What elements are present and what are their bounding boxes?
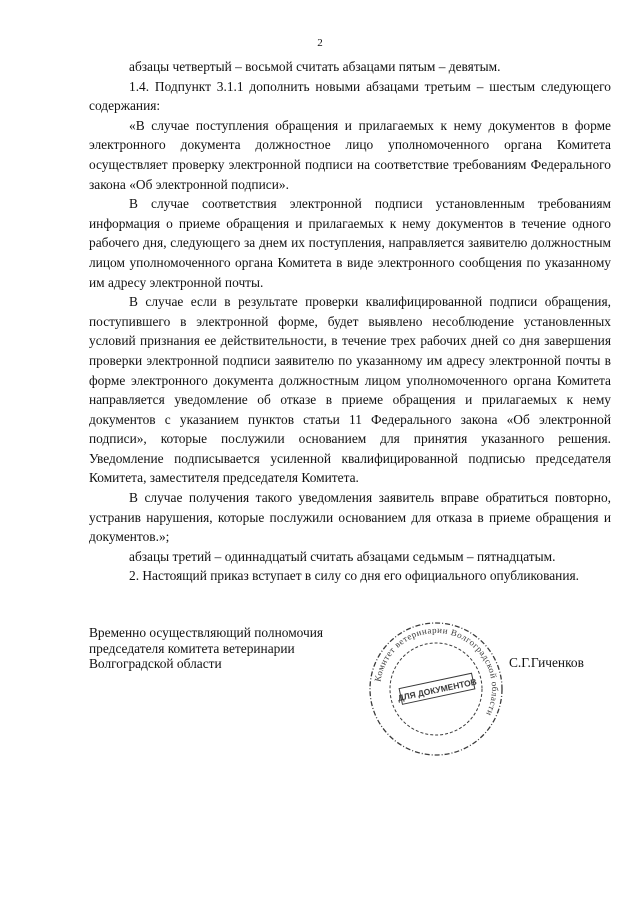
paragraph: В случае получения такого уведомления заявитель вправе обратиться повторно, устранив нарушения, которые послужили основанием для отказа в приеме обращения и документов.»; bbox=[89, 490, 611, 545]
paragraph: абзацы четвертый – восьмой считать абзацами пятым – девятым. bbox=[129, 59, 501, 74]
paragraph: абзацы третий – одиннадцатый считать абзацами седьмым – пятнадцатым. bbox=[129, 548, 556, 564]
page-number: 2 bbox=[317, 37, 323, 49]
signature-position-line: Волгоградской области bbox=[89, 656, 222, 671]
signer-name: С.Г.Гиченков bbox=[509, 655, 584, 670]
document-body bbox=[89, 57, 611, 586]
paragraph: В случае соответствия электронной подписи установленным требованиям информация о приеме обращения и прилагаемых к нему документов в течение одного рабочего дня, следующего за днем их поступления, направляется заявителю должностным лицом уполномоченного органа Комитета в виде электронного сообщения по указанному им адресу электронной почты. bbox=[89, 196, 611, 290]
signature-position-line: Временно осуществляющий полномочия bbox=[89, 625, 324, 640]
official-stamp bbox=[366, 619, 506, 759]
paragraph: 2. Настоящий приказ вступает в силу со дня его официального опубликования. bbox=[129, 568, 579, 584]
stamp-inner-text: ДЛЯ ДОКУМЕНТОВ bbox=[396, 676, 478, 704]
paragraph: 1.4. Подпункт 3.1.1 дополнить новыми абзацами третьим – шестым следующего содержания: bbox=[89, 78, 611, 114]
stamp-outer-text: Комитет ветеринарии Волгоградской области bbox=[372, 624, 501, 718]
signature-position bbox=[89, 625, 389, 672]
svg-text:Комитет ветеринарии Волгоградс bbox=[372, 625, 500, 718]
paragraph: «В случае поступления обращения и прилагаемых к нему документов в форме электронного документа должностное лицо уполномоченного органа Комитета осуществляет проверку электронной подписи на соответствие требованиям Федерального закона «Об электронной подписи». bbox=[89, 117, 611, 192]
paragraph: В случае если в результате проверки квалифицированной подписи обращения, поступившего в электронной форме, будет выявлено несоблюдение установленных условий признания ее действительности, в течение трех рабочих дней со дня завершения проверки электронной подписи заявителю по указанному им адресу электронной почты в форме электронного документа должностным лицом уполномоченного органа Комитета направляется уведомление об отказе в приеме обращения и прилагаемых к нему документов с указанием пунктов статьи 11 Федерального закона «Об электронной подписи», которые послужили основанием для принятия указанного решения. Уведомление подписывается усиленной квалифицированной подписью председателя Комитета, заместителя председателя Комитета. bbox=[89, 294, 611, 486]
signature-position-line: председателя комитета ветеринарии bbox=[89, 640, 295, 656]
